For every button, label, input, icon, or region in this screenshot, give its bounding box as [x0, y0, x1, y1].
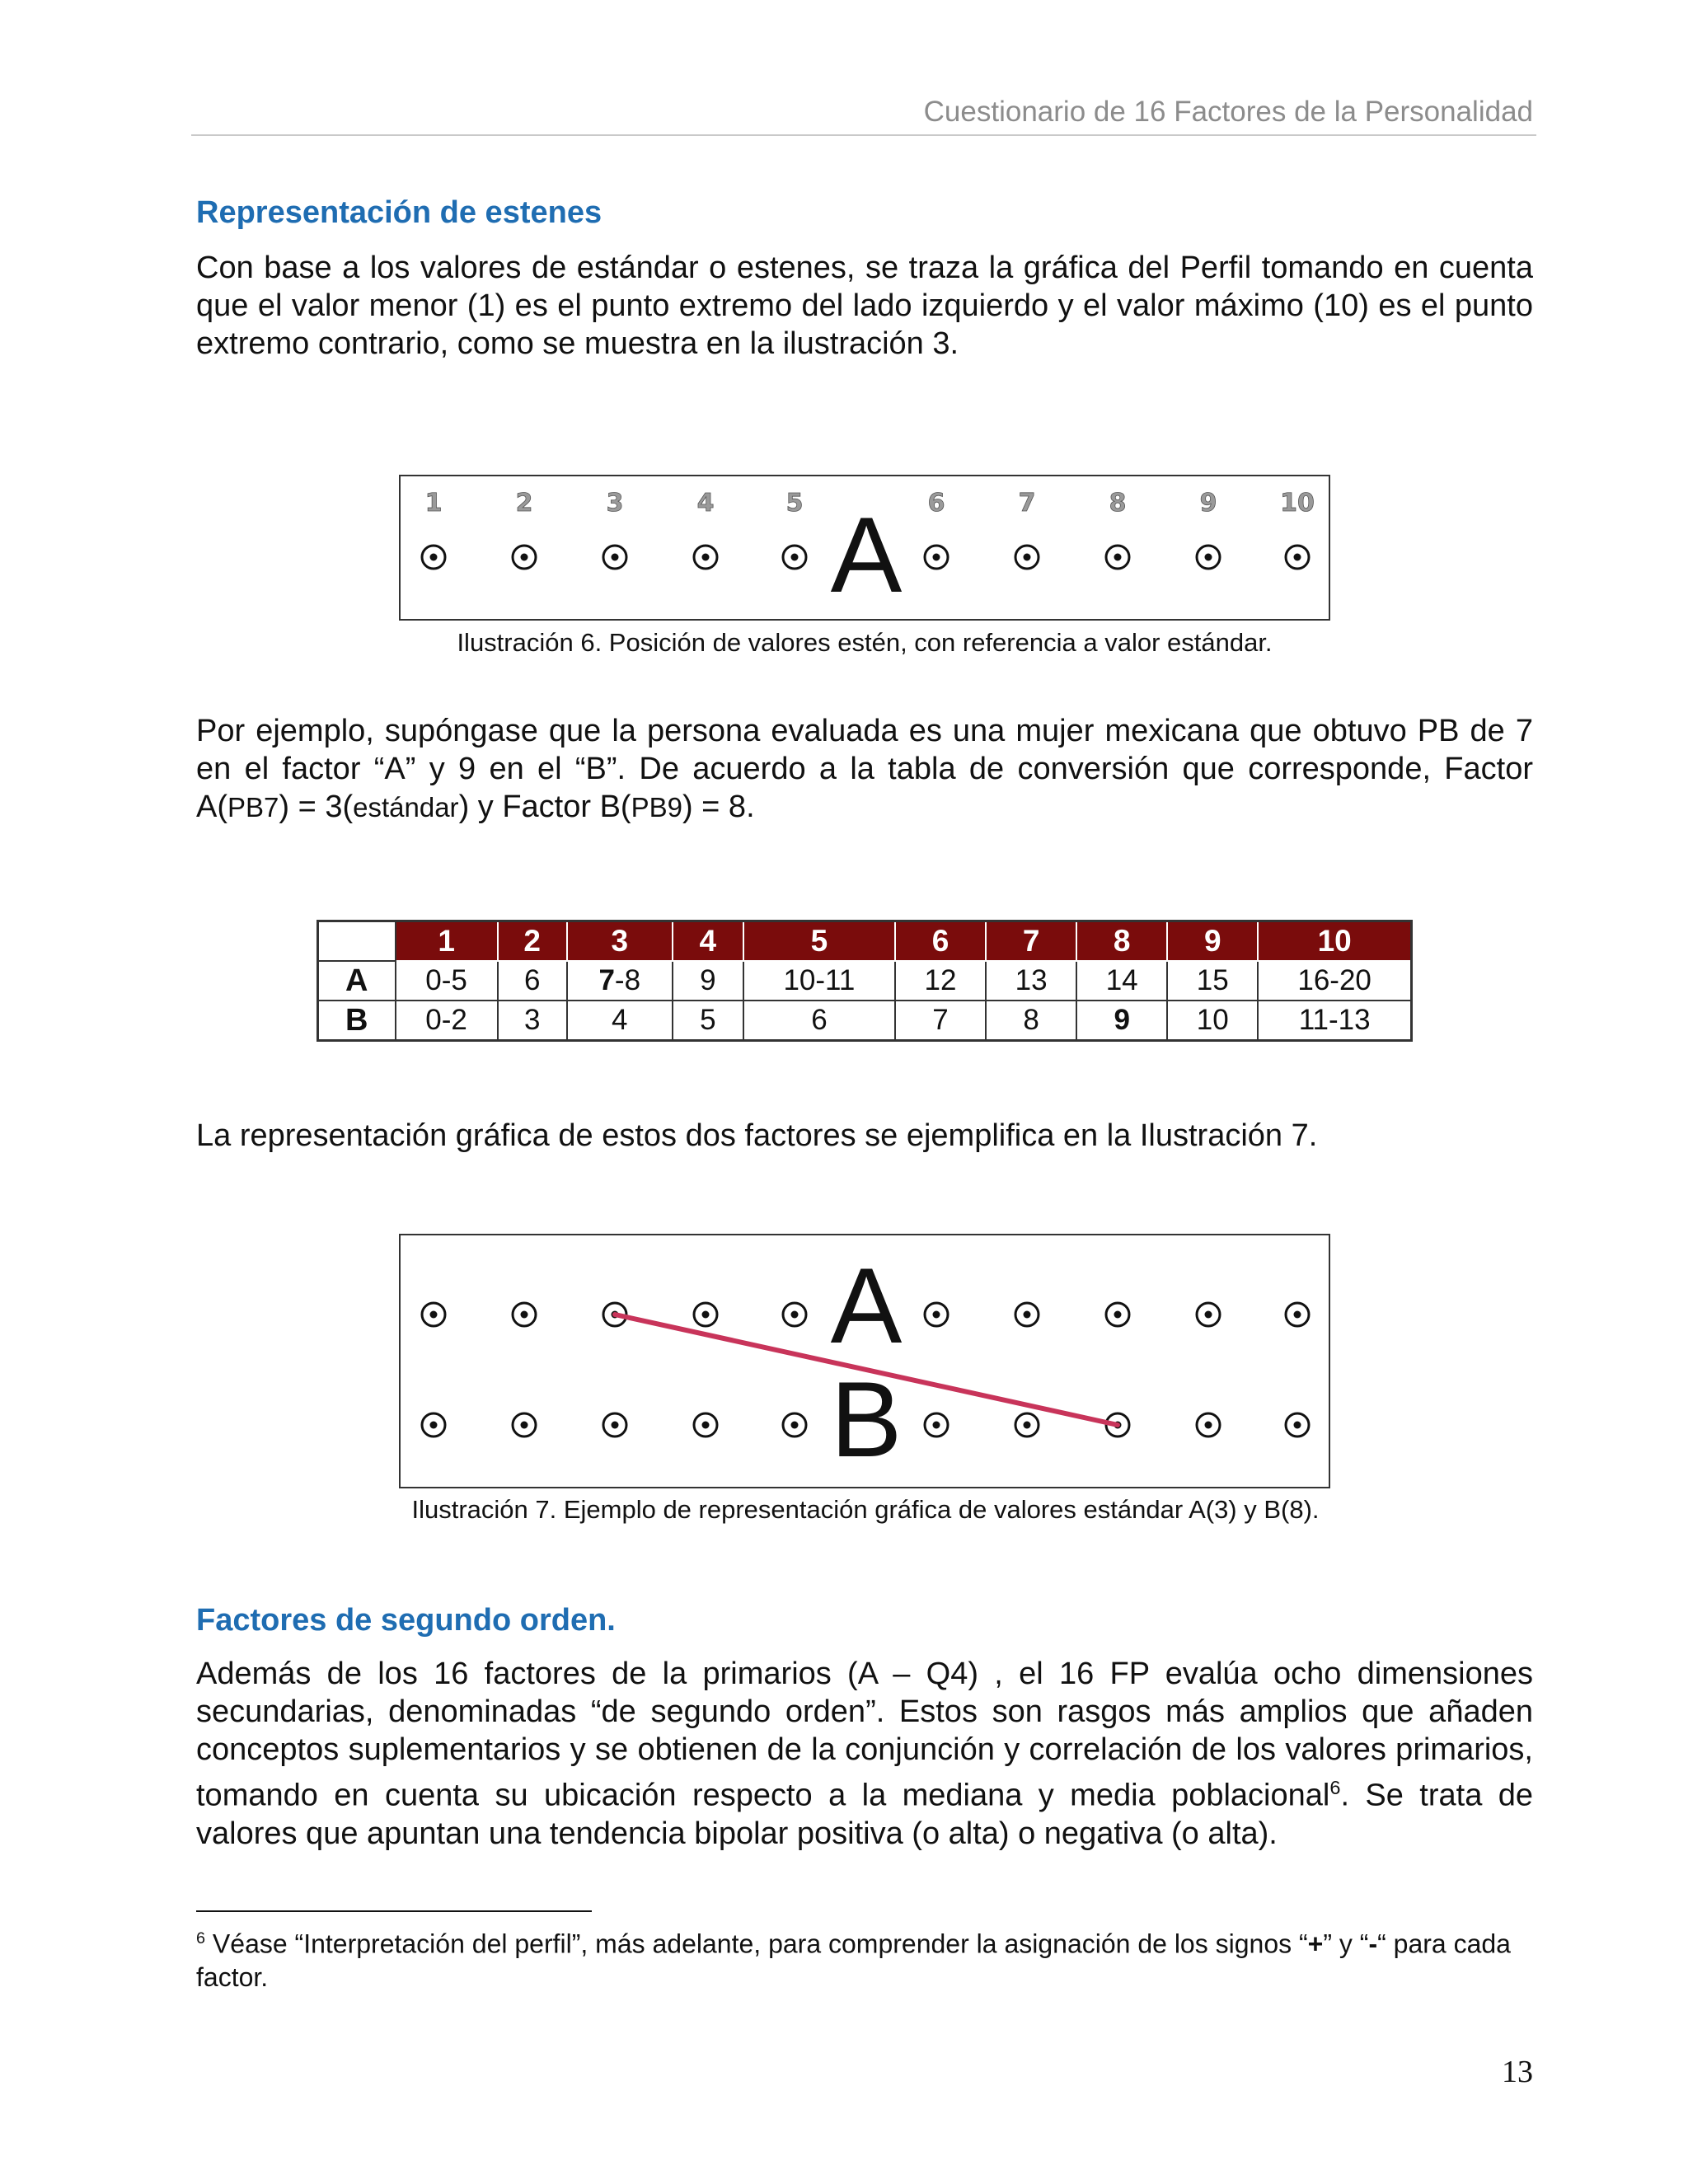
table-cell: 16-20 — [1258, 961, 1411, 1001]
table-cell: 14 — [1076, 961, 1167, 1001]
section-heading-segundo-orden: Factores de segundo orden. — [196, 1603, 616, 1638]
scale-point-icon — [422, 546, 445, 569]
scale-point-icon — [513, 546, 536, 569]
scale-number-label: 8 — [1109, 489, 1127, 518]
footnote-text: “ para cada factor. — [196, 1929, 1511, 1992]
scale-point-icon — [1015, 1413, 1039, 1436]
figure-7-profile — [399, 1234, 1330, 1488]
example-pb7: PB7 — [227, 792, 279, 823]
table-cell: 9 — [673, 961, 743, 1001]
footnote-minus: - — [1368, 1929, 1378, 1959]
table-cell — [567, 961, 673, 1001]
scale-point-icon — [422, 1413, 445, 1436]
table-header-row — [318, 921, 1412, 962]
scale-point-icon — [603, 546, 626, 569]
scale-point-icon — [783, 1303, 806, 1326]
section-heading-estenes: Representación de estenes — [196, 195, 603, 230]
scale-point-icon — [1106, 546, 1129, 569]
scale-number-label: 7 — [1018, 489, 1036, 518]
scale-number-label: 9 — [1199, 489, 1217, 518]
scale-point-icon — [1197, 1303, 1220, 1326]
table-corner-cell — [318, 921, 396, 962]
example-text: Por ejemplo, supóngase que la persona evaluada es una mujer mexicana que obtuvo PB de 7 en el factor “A” y 9 en el “B”. De acuerdo a la tabla de conversión que corresponde, Factor A( — [196, 714, 1533, 824]
table-cell: 15 — [1167, 961, 1258, 1001]
figure-7-caption: Ilustración 7. Ejemplo de representación gráfica de valores estándar A(3) y B(8). — [411, 1495, 1320, 1524]
scale-number-label: 1 — [424, 489, 443, 518]
footnote-plus: + — [1307, 1929, 1324, 1959]
footnote-text: ” y “ — [1323, 1929, 1369, 1959]
scale-point-icon — [422, 1303, 445, 1326]
example-mid1: ) = 3( — [279, 790, 354, 824]
example-mid2: ) y Factor B( — [458, 790, 631, 824]
scale-point-icon — [1197, 1413, 1220, 1436]
footnote-ref: 6 — [1329, 1777, 1341, 1798]
paragraph-text: Además de los 16 factores de la primarios (A – Q4) , el 16 FP evalúa ocho dimensiones secundarias, denominadas “de segundo orden”. Estos son rasgos más amplios que añaden conceptos suplementarios y se obtienen de la conjunción y correlación de los valores primarios, tomando en cuenta su ubicación respecto a la mediana y media poblacional — [196, 1657, 1533, 1813]
factor-letter-a: A — [830, 1245, 903, 1366]
table-cell-rest: -8 — [614, 964, 641, 996]
table-header-cell: 2 — [498, 921, 567, 962]
factor-letter-a: A — [830, 494, 903, 615]
example-end: ) = 8. — [682, 790, 755, 824]
table-row-b — [318, 1001, 1412, 1041]
table-header-cell: 5 — [743, 921, 895, 962]
table-cell: 6 — [743, 1001, 895, 1041]
footnote-rule — [196, 1910, 592, 1912]
paragraph-example — [196, 712, 1533, 827]
table-row-a — [318, 961, 1412, 1001]
figure-6-caption: Ilustración 6. Posición de valores estén, con referencia a valor estándar. — [457, 628, 1273, 657]
factor-letter-b: B — [830, 1359, 903, 1479]
paragraph-segundo-orden — [196, 1655, 1533, 1853]
table-cell: 4 — [567, 1001, 673, 1041]
scale-point-icon — [1015, 1303, 1039, 1326]
table-cell: 0-5 — [396, 961, 498, 1001]
table-header-cell: 7 — [986, 921, 1076, 962]
scale-point-icon — [694, 546, 717, 569]
scale-point-icon — [1015, 546, 1039, 569]
footnote-number: 6 — [196, 1929, 206, 1947]
running-header: Cuestionario de 16 Factores de la Personalidad — [923, 96, 1533, 128]
scale-point-icon — [694, 1303, 717, 1326]
scale-point-icon — [925, 546, 948, 569]
footnote — [196, 1922, 1533, 1994]
figure-7-svg — [401, 1235, 1329, 1487]
scale-point-icon — [694, 1413, 717, 1436]
figure-6-svg — [401, 476, 1329, 619]
table-cell: 8 — [986, 1001, 1076, 1041]
table-cell-highlight: 7 — [598, 964, 615, 996]
scale-number-label: 6 — [927, 489, 945, 518]
scale-point-icon — [1106, 1303, 1129, 1326]
scale-point-icon — [1286, 1413, 1309, 1436]
example-pb9: PB9 — [631, 792, 682, 823]
paragraph-text-end: . Se trata de valores que apuntan una tendencia bipolar positiva (o alta) o negativa (o alta). — [196, 1778, 1534, 1851]
figure-6-scale — [399, 475, 1330, 621]
header-rule — [191, 134, 1536, 136]
conversion-table — [316, 920, 1413, 1042]
table-cell: 3 — [498, 1001, 567, 1041]
scale-point-icon — [1286, 546, 1309, 569]
table-cell: 13 — [986, 961, 1076, 1001]
scale-point-icon — [1197, 546, 1220, 569]
table-cell: 7 — [895, 1001, 986, 1041]
table-cell-highlight: 9 — [1076, 1001, 1167, 1041]
scale-number-label: 5 — [785, 489, 804, 518]
table-cell: 10-11 — [743, 961, 895, 1001]
scale-point-icon — [513, 1303, 536, 1326]
table-cell: 6 — [498, 961, 567, 1001]
table-header-cell: 4 — [673, 921, 743, 962]
scale-point-icon — [1286, 1303, 1309, 1326]
table-row-label: B — [318, 1001, 396, 1041]
table-header-cell: 9 — [1167, 921, 1258, 962]
table-cell: 12 — [895, 961, 986, 1001]
scale-number-label: 10 — [1280, 489, 1315, 518]
example-estandar: estándar — [353, 792, 459, 823]
table-cell: 11-13 — [1258, 1001, 1411, 1041]
scale-point-icon — [925, 1303, 948, 1326]
table-cell: 0-2 — [396, 1001, 498, 1041]
footnote-text: Véase “Interpretación del perfil”, más adelante, para comprender la asignación de los signos “ — [205, 1929, 1308, 1959]
table-header-cell: 10 — [1258, 921, 1411, 962]
table-cell: 10 — [1167, 1001, 1258, 1041]
scale-point-icon — [783, 1413, 806, 1436]
scale-number-label: 3 — [606, 489, 624, 518]
table-row-label: A — [318, 961, 396, 1001]
table-header-cell: 8 — [1076, 921, 1167, 962]
paragraph-estenes: Con base a los valores de estándar o estenes, se traza la gráfica del Perfil tomando en cuenta que el valor menor (1) es el punto extremo del lado izquierdo y el valor máximo (10) es el punto extremo contrario, como se muestra en la ilustración 3. — [196, 251, 1533, 361]
scale-point-icon — [925, 1413, 948, 1436]
scale-number-label: 2 — [515, 489, 533, 518]
scale-number-label: 4 — [696, 489, 715, 518]
paragraph-graph-intro: La representación gráfica de estos dos factores se ejemplifica en la Ilustración 7. — [196, 1118, 1318, 1153]
scale-point-icon — [783, 546, 806, 569]
scale-point-icon — [603, 1413, 626, 1436]
scale-point-icon — [513, 1413, 536, 1436]
table-header-cell: 1 — [396, 921, 498, 962]
table-header-cell: 6 — [895, 921, 986, 962]
table-header-cell: 3 — [567, 921, 673, 962]
page-number: 13 — [1502, 2055, 1533, 2089]
table-cell: 5 — [673, 1001, 743, 1041]
